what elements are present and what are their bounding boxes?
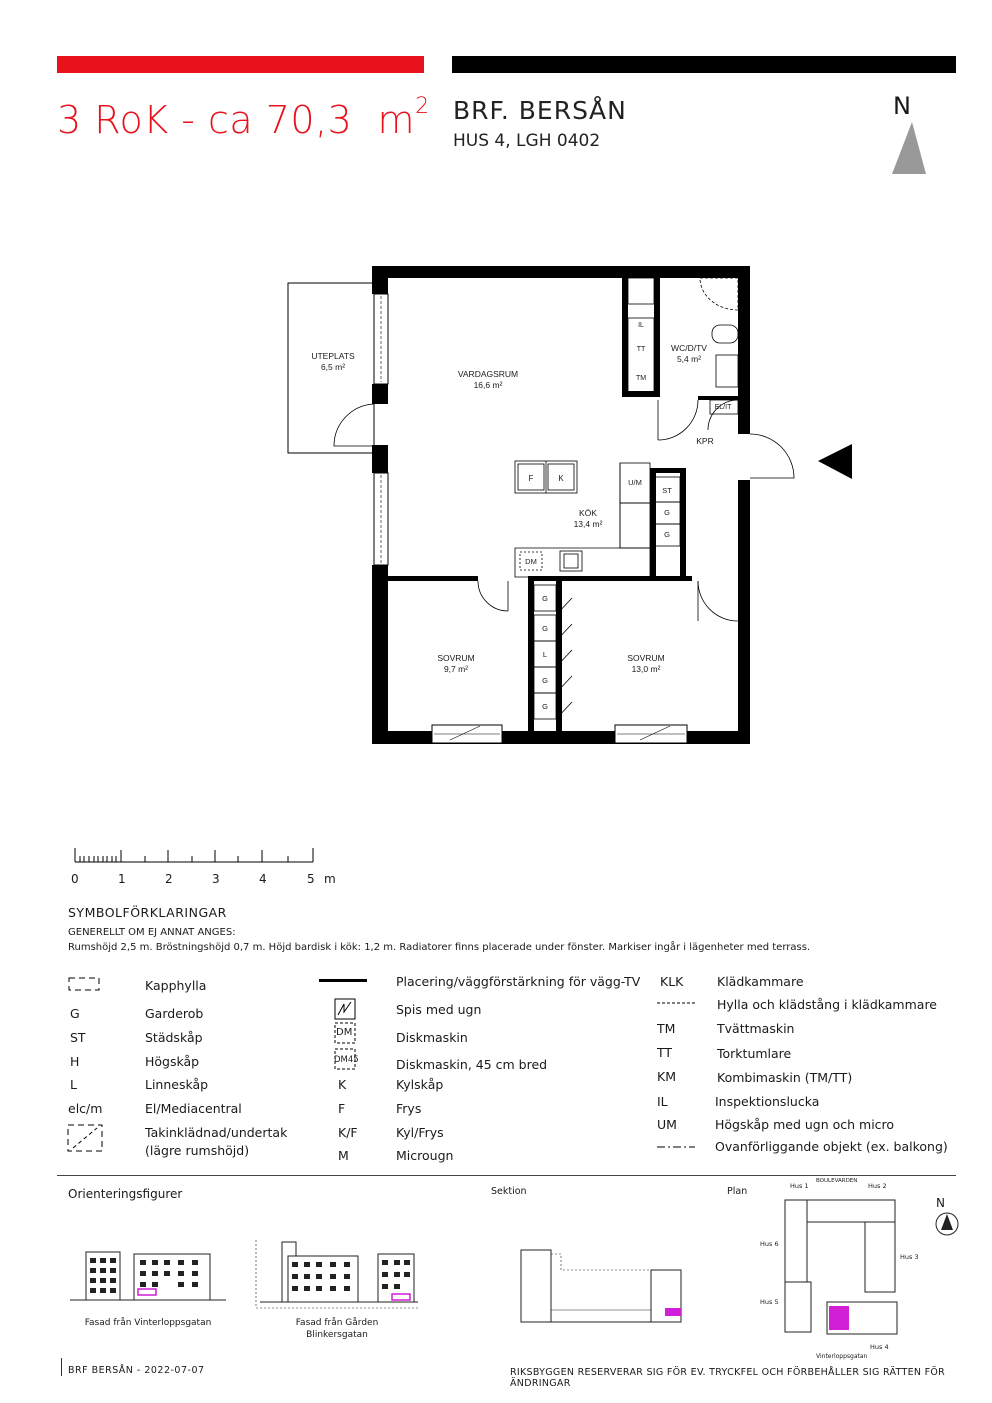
legend-label: Placering/väggförstärkning för vägg-TV	[396, 974, 641, 989]
legend-label: Kombimaskin (TM/TT)	[717, 1070, 853, 1085]
legend-key: G	[70, 1006, 80, 1021]
facade-2-caption: Blinkersgatan	[306, 1330, 368, 1340]
legend-label: Takinklädnad/undertak	[145, 1125, 288, 1140]
section-figure	[505, 1240, 690, 1330]
scale-label: 3	[212, 872, 220, 886]
legend-key: IL	[657, 1094, 668, 1109]
facade-2-figure	[252, 1232, 422, 1310]
legend-key: K/F	[338, 1125, 358, 1140]
ceiling-cladding-icon	[67, 1124, 103, 1152]
scale-bar	[70, 842, 330, 868]
room-uteplats: UTEPLATS 6,5 m²	[311, 351, 355, 372]
wardrobe-label: G	[664, 530, 670, 539]
legend-label: Hylla och klädstång i klädkammare	[717, 997, 938, 1012]
room-sovrum-2: SOVRUM 13,0 m²	[627, 653, 665, 674]
legend-subtitle: GENERELLT OM EJ ANNAT ANGES:	[68, 927, 236, 938]
oven-micro-label: U/M	[628, 478, 642, 487]
shelf-rail-icon	[656, 999, 696, 1007]
legend-key: KLK	[660, 974, 684, 989]
section-label: Sektion	[491, 1186, 527, 1197]
legend-key: F	[338, 1101, 346, 1116]
legend-key: TM	[657, 1021, 676, 1036]
scale-label: 2	[165, 872, 173, 886]
dishwasher-label: DM	[525, 557, 537, 566]
dryer-label: TT	[636, 346, 646, 353]
divider	[57, 1175, 956, 1176]
coat-rack-icon	[68, 977, 100, 991]
legend-label: Diskmaskin, 45 cm bred	[396, 1057, 548, 1072]
footer-left: BRF BERSÅN - 2022-07-07	[68, 1365, 205, 1376]
inspection-hatch-label: IL	[638, 322, 644, 329]
room-wc: WC/D/TV 5,4 m²	[671, 343, 707, 364]
unit-id: HUS 4, LGH 0402	[453, 131, 601, 151]
header-red-bar	[57, 56, 424, 73]
legend-key: DM45	[334, 1055, 359, 1065]
legend-label: El/Mediacentral	[145, 1101, 242, 1116]
orientation-title: Orienteringsfigurer	[68, 1187, 183, 1201]
linen-cupboard-label: L	[542, 650, 548, 659]
wardrobe-label: G	[542, 624, 548, 633]
wardrobe-label: G	[664, 508, 670, 517]
plan-north: N	[936, 1196, 945, 1210]
legend-label: Inspektionslucka	[715, 1094, 820, 1109]
site-plan-figure	[745, 1182, 965, 1362]
scale-label: 1	[118, 872, 126, 886]
legend-label: Kyl/Frys	[396, 1125, 444, 1140]
plan-boulevarden: BOULEVARDEN	[816, 1178, 858, 1184]
plan-hus4: Hus 4	[870, 1343, 889, 1351]
washer-label: TM	[635, 375, 647, 382]
overhead-object-icon	[656, 1143, 696, 1151]
scale-label: 5	[307, 872, 315, 886]
legend-key: KM	[657, 1069, 676, 1084]
plan-hus2: Hus 2	[868, 1182, 887, 1190]
scale-label: 4	[259, 872, 267, 886]
plan-vinterloppsgatan: Vinterloppsgatan	[816, 1353, 868, 1360]
legend-label: Spis med ugn	[396, 1002, 482, 1017]
legend-label: Kapphylla	[145, 978, 207, 993]
north-label: N	[893, 92, 911, 120]
facade-1-figure	[68, 1236, 228, 1306]
media-central-label: EL/IT	[714, 404, 732, 411]
plan-hus1: Hus 1	[790, 1182, 809, 1190]
legend-label: Frys	[396, 1101, 422, 1116]
room-vardagsrum: VARDAGSRUM 16,6 m²	[457, 369, 519, 390]
legend-label: Klädkammare	[717, 974, 804, 989]
freezer-label: F	[528, 474, 534, 483]
facade-2-caption: Fasad från Gården	[295, 1318, 379, 1328]
room-kpr: KPR	[696, 436, 714, 446]
legend-key: DM	[336, 1027, 353, 1038]
wardrobe-label: G	[542, 594, 548, 603]
legend-key: elc/m	[68, 1101, 103, 1116]
legend-label: Kylskåp	[396, 1077, 444, 1092]
header-black-bar	[452, 56, 956, 73]
fridge-label: K	[558, 474, 564, 483]
legend-key: M	[338, 1148, 349, 1163]
stove-icon	[334, 998, 356, 1020]
plan-label: Plan	[727, 1186, 748, 1197]
cleaning-cupboard-label: ST	[662, 486, 672, 495]
plan-hus3: Hus 3	[900, 1253, 919, 1261]
legend-label: Ovanförliggande objekt (ex. balkong)	[715, 1139, 948, 1154]
legend-key: UM	[657, 1117, 677, 1132]
apartment-title: 3 RoK - ca 70,3 $m^2$	[57, 94, 430, 142]
legend-key: K	[338, 1077, 347, 1092]
facade-1-caption: Fasad från Vinterloppsgatan	[84, 1318, 212, 1328]
legend-label: Torktumlare	[717, 1046, 792, 1061]
legend-label: (lägre rumshöjd)	[145, 1143, 250, 1158]
legend-key: TT	[657, 1045, 673, 1060]
scale-unit: m	[324, 872, 336, 886]
legend-title: SYMBOLFÖRKLARINGAR	[68, 905, 227, 920]
legend-key: H	[70, 1054, 80, 1069]
plan-hus5: Hus 5	[760, 1298, 779, 1306]
north-arrow-icon	[890, 92, 930, 182]
room-kok: KÖK 13,4 m²	[573, 508, 603, 529]
tv-wall-icon	[318, 977, 368, 985]
footer-bar	[61, 1358, 62, 1376]
legend-label: Garderob	[145, 1006, 204, 1021]
scale-label: 0	[71, 872, 79, 886]
legend-note: Rumshöjd 2,5 m. Bröstningshöjd 0,7 m. Höjd bardisk i kök: 1,2 m. Radiatorer finns placerade under fönster. Markiser ingår i lägenheter med terrass.	[68, 942, 811, 953]
association-name: BRF. BERSÅN	[453, 96, 627, 125]
plan-hus6: Hus 6	[760, 1240, 779, 1248]
legend-label: Diskmaskin	[396, 1030, 468, 1045]
legend-label: Städskåp	[145, 1030, 203, 1045]
footer-right: RIKSBYGGEN RESERVERAR SIG FÖR EV. TRYCKFEL OCH FÖRBEHÅLLER SIG RÄTTEN FÖR ÄNDRINGAR	[510, 1367, 946, 1389]
wardrobe-label: G	[542, 702, 548, 711]
legend-label: Tvättmaskin	[717, 1021, 795, 1036]
wardrobe-label: G	[542, 676, 548, 685]
legend-key: L	[70, 1077, 77, 1092]
room-sovrum-1: SOVRUM 9,7 m²	[437, 653, 475, 674]
legend-label: Microugn	[396, 1148, 454, 1163]
legend-key: ST	[70, 1030, 86, 1045]
legend-label: Högskåp med ugn och micro	[715, 1117, 895, 1132]
legend-label: Linneskåp	[145, 1077, 209, 1092]
legend-label: Högskåp	[145, 1054, 200, 1069]
